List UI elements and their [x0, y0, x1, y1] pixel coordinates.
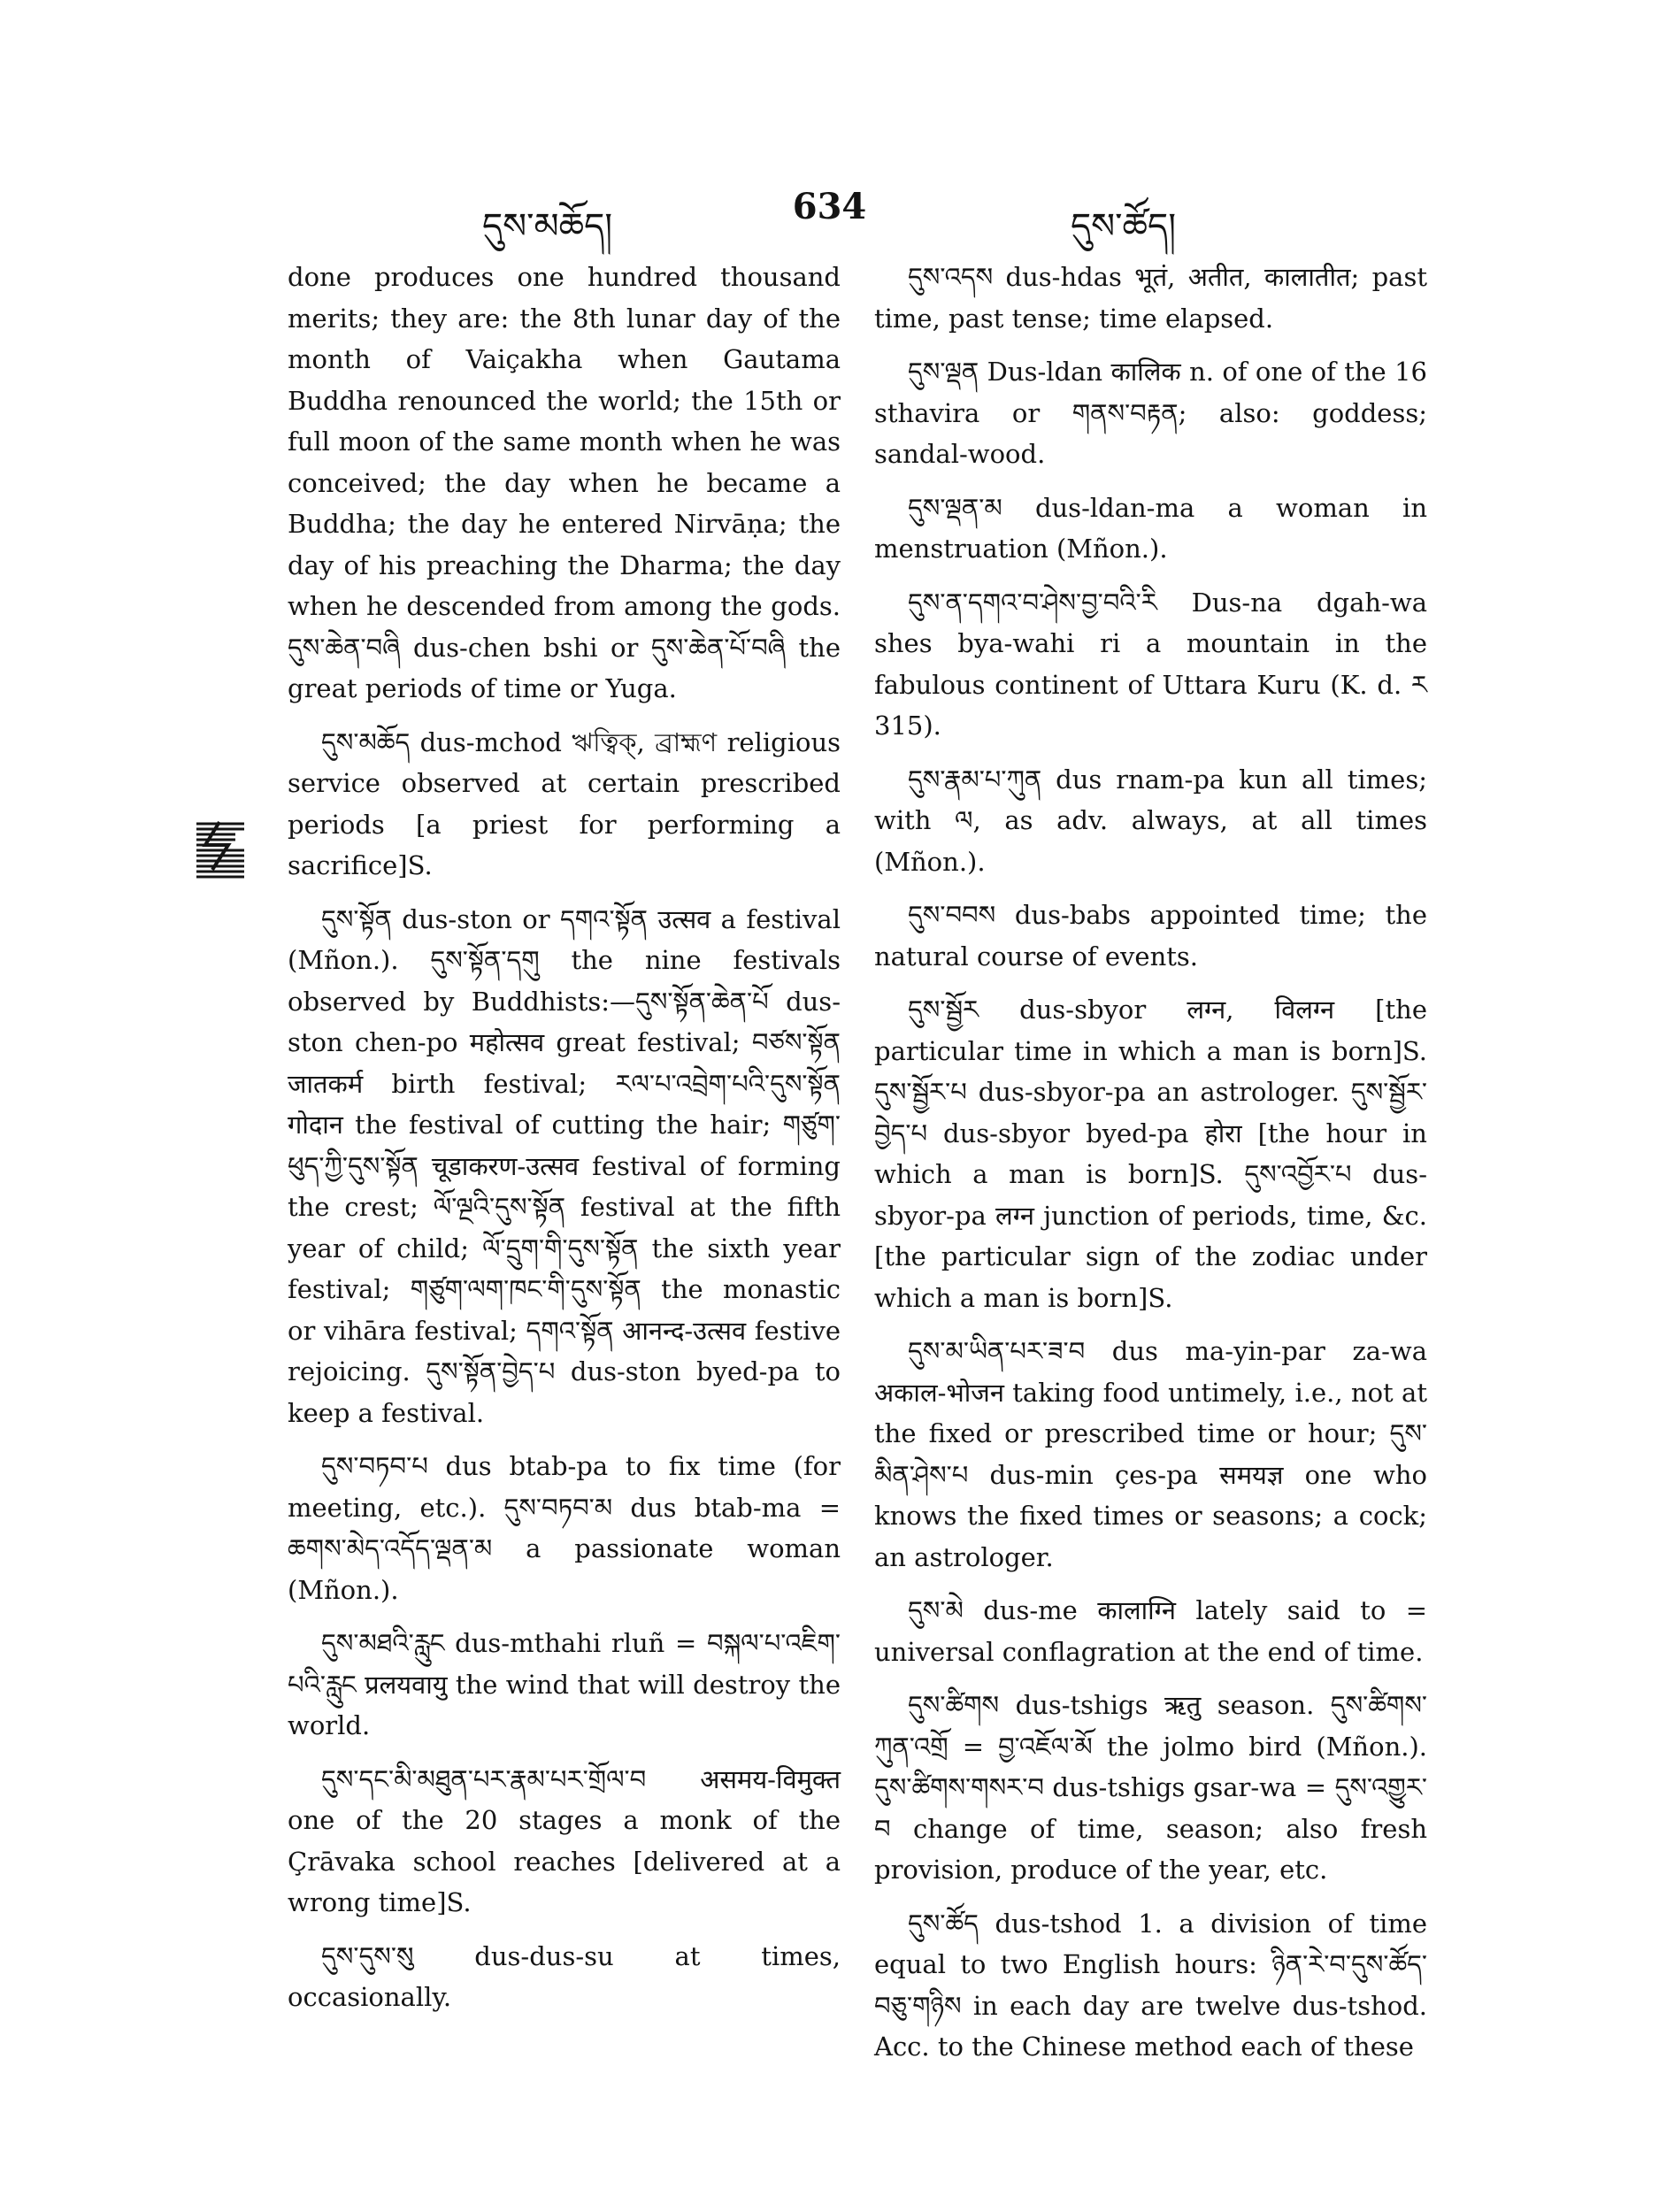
- dictionary-entry: དུས་སྟོན dus-ston or དགའ་སྟོན उत्सव a festival (Mñon.). དུས་སྟོན་དགུ the nine festivals observed by Buddhists:—དུས་སྟོན་ཆེན་པོ dus-ston chen-po महोत्सव great festival; བཙས་སྟོན जातकर्म birth festival; རལ་པ་འབྲེག་པའི་དུས་སྟོན गोदान the festival of cutting the hair; གཙུག་ཕུད་ཀྱི་དུས་སྟོན चूडाकरण-उत्सव festival of forming the crest; ལོ་ལྔའི་དུས་སྟོན festival at the fifth year of child; ལོ་དྲུག་གི་དུས་སྟོན the sixth year festival; གཙུག་ལག་ཁང་གི་དུས་སྟོན the monastic or vihāra festival; དགའ་སྟོན आनन्द-उत्सव festive rejoicing. དུས་སྟོན་བྱེད་པ dus-ston byed-pa to keep a festival.: [288, 903, 841, 1428]
- dictionary-entry: དུས་མ་ཡིན་པར་ཟ་བ dus ma-yin-par za-wa अकाल-भोजन taking food untimely, i.e., not at the fixed or prescribed time or hour; དུས་མིན་ཤེས་པ dus-min çes-pa समयज्ञ one who knows the fixed times or seasons; a cock; an astrologer.: [874, 1336, 1427, 1572]
- left-column: [288, 257, 841, 2031]
- dictionary-entry: དུས་ལྡན་མ dus-ldan-ma a woman in menstruation (Mñon.).: [874, 492, 1427, 564]
- entry-continuation: done produces one hundred thousand merits; they are: the 8th lunar day of the month of Vaiçakha when Gautama Buddha renounced the world; the 15th or full moon of the same month when he was conceived; the day when he became a Buddha; the day he entered Nirvāṇa; the day of his preaching the Dharma; the day when he descended from among the gods. དུས་ཆེན་བཞི dus-chen bshi or དུས་ཆེན་པོ་བཞི the great periods of time or Yuga.: [288, 262, 841, 703]
- dictionary-entry: དུས་རྣམ་པ་ཀུན dus rnam-pa kun all times; with ལ, as adv. always, at all times (Mñon.).: [874, 764, 1427, 877]
- header-left-headword: དུས་མཆོད།: [482, 206, 613, 247]
- dictionary-entry: དུས་ཚོད dus-tshod 1. a division of time equal to two English hours: ཉིན་རེ་བ་དུས་ཚོད་བཅུ་གཉིས in each day are twelve dus-tshod. Acc. to the Chinese method each of these: [874, 1908, 1427, 2062]
- dictionary-entry: དུས་སྦྱོར dus-sbyor लग्न, विलग्न [the particular time in which a man is born]S. དུས་སྦྱོར་པ dus-sbyor-pa an astrologer. དུས་སྦྱོར་བྱེད་པ dus-sbyor byed-pa होरा [the hour in which a man is born]S. དུས་འབྱོར་པ dus-sbyor-pa लग्न junction of periods, time, &c. [the particular sign of the zodiac under which a man is born]S.: [874, 995, 1427, 1313]
- dictionary-entry: དུས་མཐའི་རླུང dus-mthahi rluñ = བསྐལ་པ་འཇིག་པའི་རླུང प्रलयवायु the wind that will destroy the world.: [288, 1628, 841, 1740]
- right-column: [874, 257, 1427, 2080]
- header-right-headword: དུས་ཚོད།: [1071, 206, 1177, 247]
- dictionary-entry: དུས་མེ dus-me कालाग्नि lately said to = universal conflagration at the end of time.: [874, 1595, 1427, 1667]
- dictionary-entry: དུས་ན་དགའ་བ་ཤེས་བྱ་བའི་རི Dus-na dgah-wa shes bya-wahi ri a mountain in the fabulous continent of Uttara Kuru (K. d. ར 315).: [874, 587, 1427, 741]
- dictionary-entry: དུས་ལྡན Dus-ldan कालिक n. of one of the 16 sthavira or གནས་བརྟན; also: goddess; sandal-wood.: [874, 357, 1427, 469]
- marginal-bracket-icon: [193, 818, 248, 882]
- dictionary-entry: དུས་མཆོད dus-mchod ঋত্বিক্, ব্রাহ্মণ religious service observed at certain prescribed periods [a priest for performing a sacrifice]S.: [288, 726, 841, 880]
- page-number: 634: [792, 186, 867, 227]
- dictionary-entry: དུས་བབས dus-babs appointed time; the natural course of events.: [874, 900, 1427, 972]
- dictionary-entry: དུས་དང་མི་མཐུན་པར་རྣམ་པར་གྲོལ་བ असमय-विमुक्त one of the 20 stages a monk of the Çrāvaka school reaches [delivered at a wrong time]S.: [288, 1763, 841, 1917]
- dictionary-entry: དུས་བཏབ་པ dus btab-pa to fix time (for meeting, etc.). དུས་བཏབ་མ dus btab-ma = ཆགས་མེད་འདོད་ལྡན་མ a passionate woman (Mñon.).: [288, 1451, 841, 1605]
- dictionary-entry: དུས་དུས་སུ dus-dus-su at times, occasionally.: [288, 1940, 841, 2012]
- running-header: [0, 186, 1659, 257]
- dictionary-entry: དུས་འདས dus-hdas भूतं, अतीत, कालातीत; past time, past tense; time elapsed.: [874, 262, 1427, 334]
- dictionary-entry: དུས་ཚིགས dus-tshigs ऋतु season. དུས་ཚིགས་ཀུན་འགྲོ = བྱ་འཇོལ་མོ the jolmo bird (Mñon.). དུས་ཚིགས་གསར་བ dus-tshigs gsar-wa = དུས་འགྱུར་བ change of time, season; also fresh provision, produce of the year, etc.: [874, 1690, 1427, 1885]
